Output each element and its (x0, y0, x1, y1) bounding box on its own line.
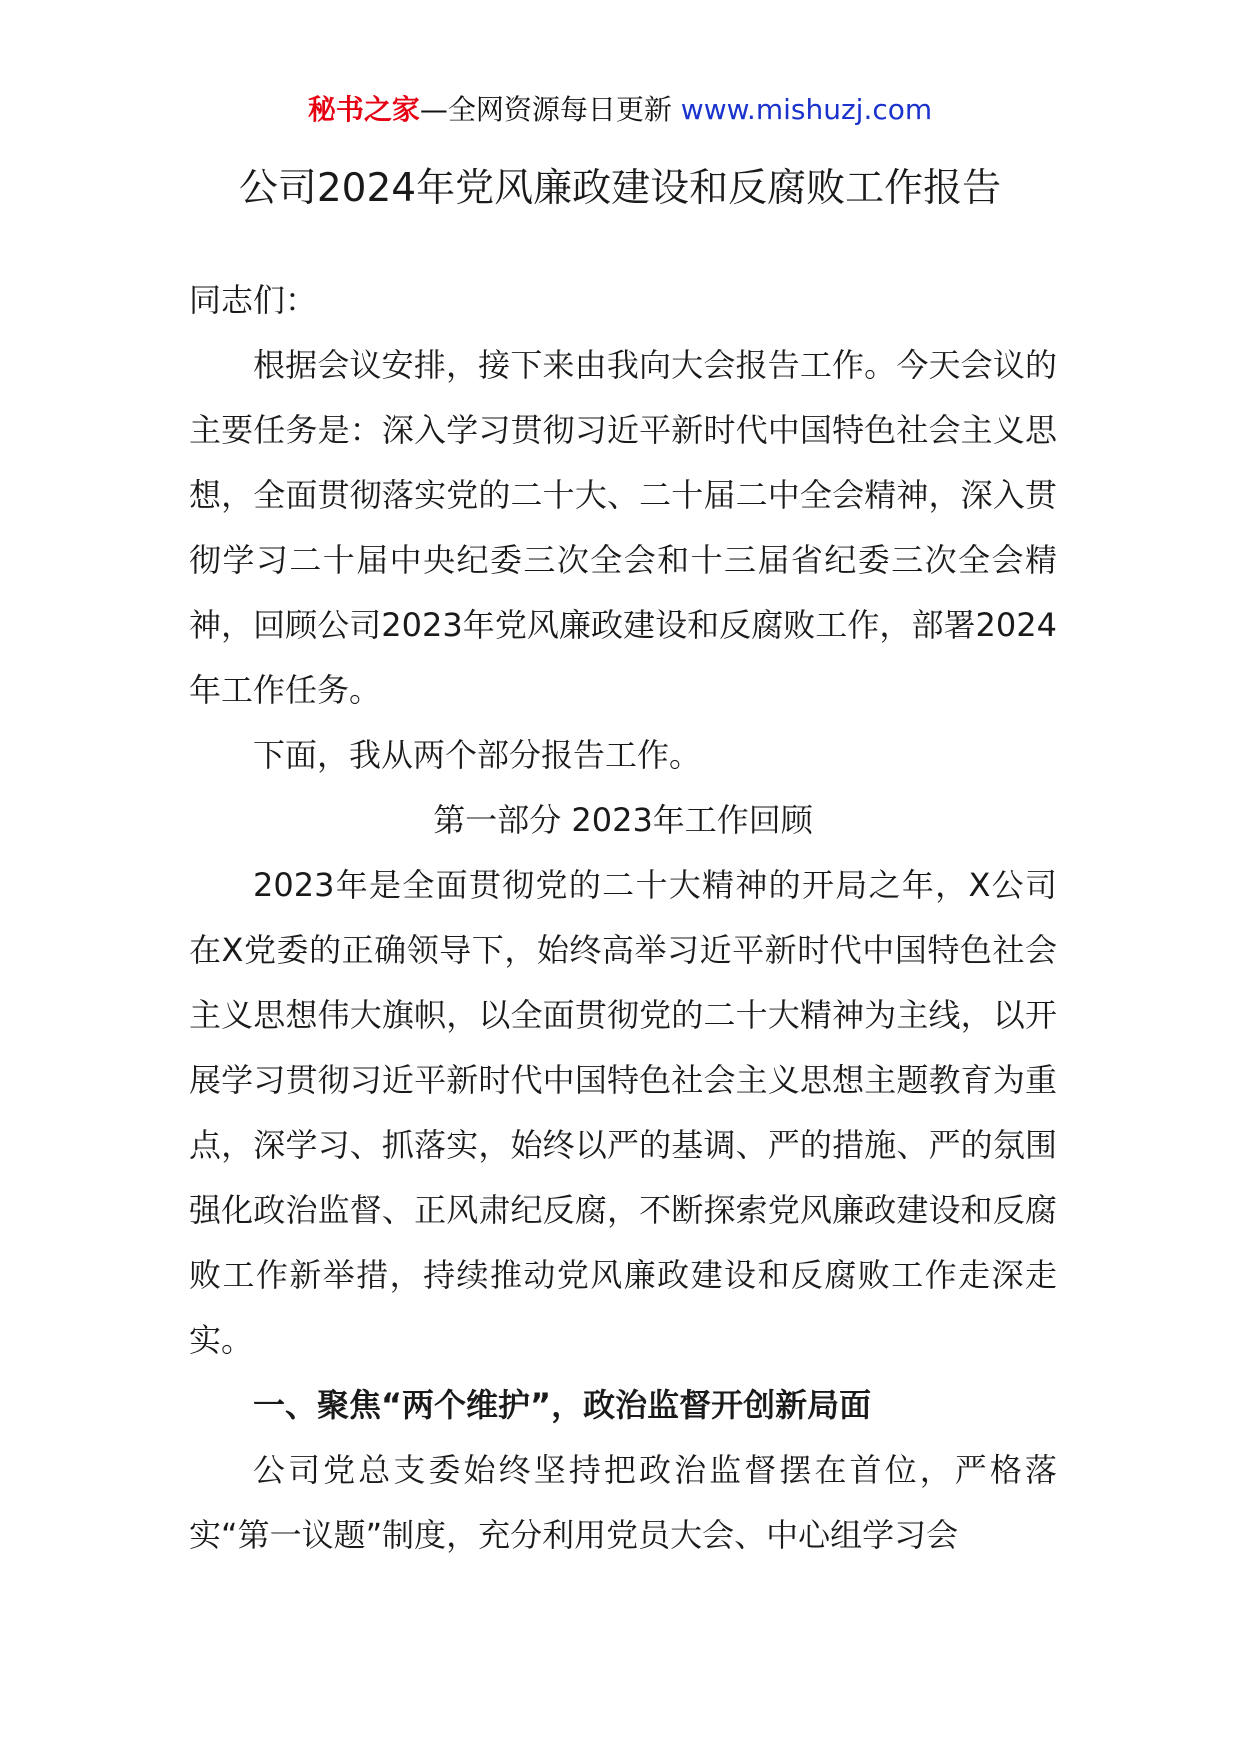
part-one-heading: 第一部分 2023年工作回顾 (433, 801, 813, 839)
paragraph-report-outline: 下面，我从两个部分报告工作。 (253, 736, 702, 774)
brand-name: 秘书之家 (307, 93, 420, 126)
site-slogan: —全网资源每日更新 (419, 93, 672, 126)
document-body (189, 268, 1057, 1568)
site-header (0, 92, 1240, 128)
document-title: 公司2024年党风廉政建设和反腐败工作报告 (238, 166, 1002, 211)
site-url-link[interactable]: www.mishuzj.com (680, 93, 933, 126)
subheading-political-supervision: 一、聚焦“两个维护”，政治监督开创新局面 (253, 1386, 872, 1424)
paragraph-meeting-tasks: 根据会议安排，接下来由我向大会报告工作。今天会议的主要任务是：深入学习贯彻习近平新时代中国特色社会主义思想，全面贯彻落实党的二十大、二十届二中全会精神，深入贯彻学习二十届中央纪委三次全会和十三届省纪委三次全会精神，回顾公司2023年党风廉政建设和反腐败工作，部署2024年工作任务。 (189, 346, 1057, 709)
paragraph-part-one-intro: 2023年是全面贯彻党的二十大精神的开局之年，X公司在X党委的正确领导下，始终高举习近平新时代中国特色社会主义思想伟大旗帜，以全面贯彻党的二十大精神为主线，以开展学习贯彻习近平新时代中国特色社会主义思想主题教育为重点，深学习、抓落实，始终以严的基调、严的措施、严的氛围强化政治监督、正风肃纪反腐，不断探索党风廉政建设和反腐败工作新举措，持续推动党风廉政建设和反腐败工作走深走实。 (189, 866, 1057, 1359)
paragraph-political-supervision: 公司党总支委始终坚持把政治监督摆在首位，严格落实“第一议题”制度，充分利用党员大会、中心组学习会 (189, 1451, 1057, 1554)
salutation: 同志们： (189, 281, 318, 319)
